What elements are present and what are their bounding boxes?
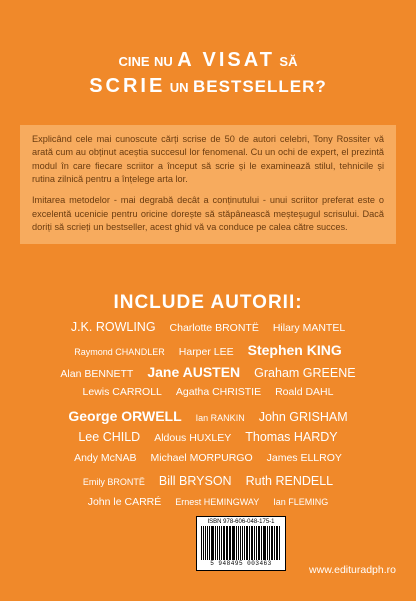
author-name: James ELLROY [266, 452, 342, 464]
barcode-bar [219, 526, 220, 560]
author-name: Lee CHILD [78, 430, 141, 444]
barcode-bar [258, 526, 260, 560]
barcode-bar [215, 526, 216, 560]
barcode-bar [244, 526, 245, 560]
author-row [0, 386, 416, 408]
barcode-bars [201, 526, 281, 560]
author-name: Lewis CARROLL [82, 386, 162, 398]
headline-word: SĂ [279, 54, 298, 69]
author-name: Charlotte BRONTË [169, 322, 259, 334]
author-row [0, 342, 416, 364]
author-name: Agatha CHRISTIE [175, 386, 262, 398]
author-row [0, 430, 416, 452]
barcode-bar [205, 526, 207, 560]
barcode-bar [229, 526, 230, 560]
author-name: Ernest HEMINGWAY [175, 497, 260, 507]
author-row [0, 408, 416, 430]
isbn-barcode [196, 516, 286, 571]
headline-word: A VISAT [177, 49, 275, 71]
headline-word: UN [169, 80, 189, 95]
barcode-bar [221, 526, 222, 560]
barcode-bar [269, 526, 270, 560]
barcode-bar [230, 526, 231, 560]
author-row [0, 364, 416, 386]
include-authors-title: INCLUDE AUTORII: [113, 292, 303, 313]
barcode-bar [263, 526, 264, 560]
author-name: Roald DAHL [275, 386, 334, 398]
description-panel [20, 125, 396, 244]
headline-word: SCRIE [89, 75, 166, 97]
barcode-bar [274, 526, 275, 560]
author-row [0, 320, 416, 342]
author-name: George ORWELL [68, 408, 182, 424]
headline-line-2 [0, 76, 416, 96]
headline [0, 50, 416, 102]
barcode-bar [240, 526, 242, 560]
headline-word: BESTSELLER? [193, 77, 327, 96]
author-name: Harper LEE [178, 346, 234, 358]
author-name: Stephen KING [247, 342, 342, 358]
barcode-bar [217, 526, 219, 560]
barcode-bar [238, 526, 239, 560]
barcode-bar [236, 526, 237, 560]
author-name: Andy McNAB [74, 452, 137, 464]
description-paragraph-1: Explicând cele mai cunoscute cărți scrise de 50 de autori celebri, Tony Rossiter vă arată cum au obținut aceștia succesul lor fenomenal. Cu un ochi de expert, el prezintă modul în care fiecare scriitor a început să scrie și le examinează stilul, tehnicile și rutina zilnică pentru a înțelege arta lor. [32, 134, 384, 185]
barcode-bar [276, 526, 278, 560]
author-name: Ian FLEMING [273, 497, 329, 507]
barcode-bar [226, 526, 228, 560]
barcode-bar [207, 526, 208, 560]
barcode-bar [209, 526, 210, 560]
barcode-bar [242, 526, 243, 560]
barcode-bar [254, 526, 255, 560]
barcode-bar [249, 526, 250, 560]
author-name: Raymond CHANDLER [74, 347, 165, 357]
barcode-bar [264, 526, 266, 560]
headline-line-1 [0, 50, 416, 70]
isbn-number: ISBN 978-606-048-175-1 [207, 519, 275, 525]
author-name: Ruth RENDELL [245, 474, 334, 488]
author-name: John le CARRÉ [87, 496, 162, 508]
barcode-bar [246, 526, 248, 560]
barcode-bar [211, 526, 214, 560]
barcode-bar [251, 526, 254, 560]
publisher-website: www.edituradph.ro [309, 564, 396, 576]
barcode-bar [271, 526, 274, 560]
barcode-bar [267, 526, 268, 560]
barcode-bar [203, 526, 204, 560]
author-name: Jane AUSTEN [147, 364, 241, 380]
barcode-bar [232, 526, 235, 560]
author-name: Graham GREENE [254, 366, 356, 380]
author-name: Bill BRYSON [158, 474, 232, 488]
headline-word: CINE [118, 54, 150, 69]
description-paragraph-2: Imitarea metodelor - mai degrabă decât a conținutului - unui scriitor preferat este o excelentă ucenicie pentru oricine dorește să stăpânească meșteșugul scrisului. Dacă doriți să scrieți un bestseller, acest ghid vă va conduce pe calea către succes. [32, 195, 384, 233]
author-name: Ian RANKIN [195, 413, 245, 423]
author-row [0, 496, 416, 518]
author-name: Emily BRONTË [82, 477, 145, 487]
barcode-bar [279, 526, 280, 560]
author-name: Hilary MANTEL [272, 322, 346, 334]
author-name: John GRISHAM [258, 410, 348, 424]
author-name: Thomas HARDY [245, 430, 338, 444]
barcode-bar [261, 526, 262, 560]
author-name: Aldous HUXLEY [154, 432, 232, 444]
barcode-bar [256, 526, 257, 560]
barcode-bar [201, 526, 202, 560]
barcode-bar [223, 526, 225, 560]
author-row [0, 452, 416, 474]
author-name: Michael MORPURGO [150, 452, 253, 464]
barcode-digits: 5 948495 003463 [210, 560, 272, 567]
headline-word: NU [154, 54, 173, 69]
author-list [0, 320, 416, 518]
author-row [0, 474, 416, 496]
author-name: J.K. ROWLING [70, 320, 156, 334]
author-name: Alan BENNETT [60, 368, 134, 380]
